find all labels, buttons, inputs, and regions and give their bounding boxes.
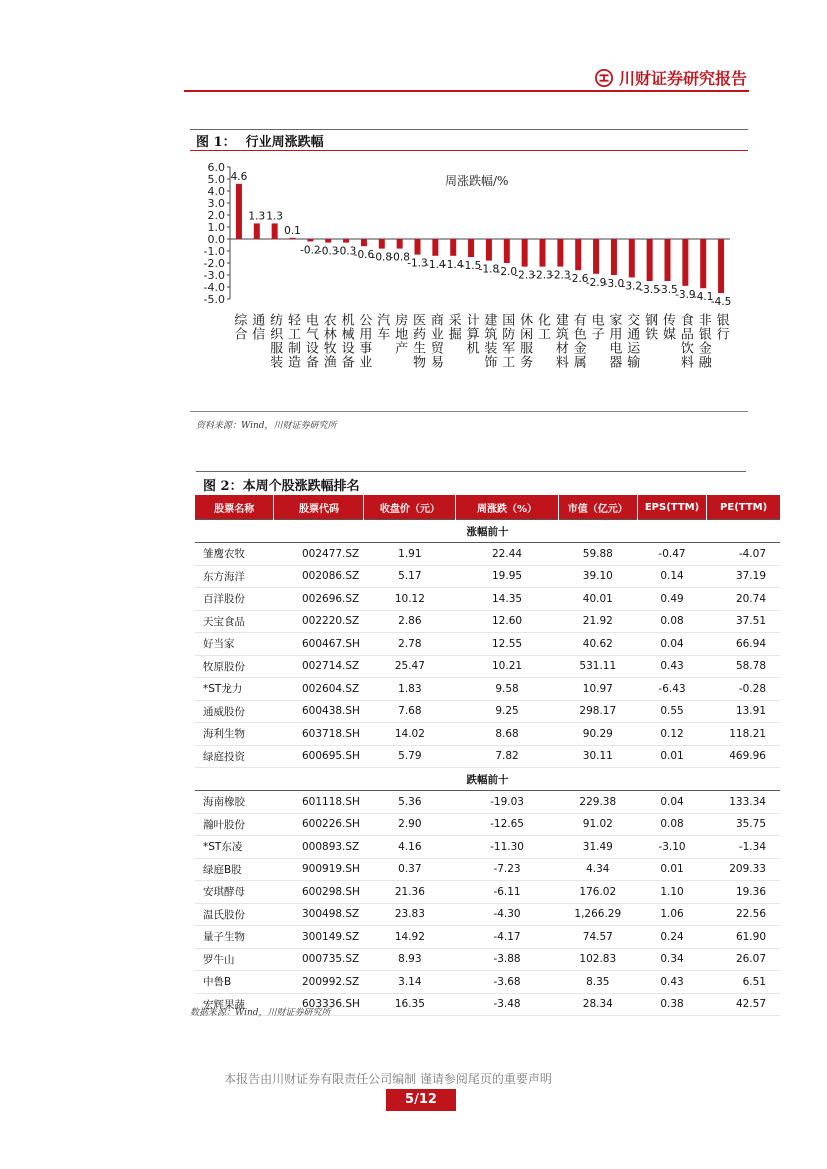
category-label: 家用电器 bbox=[606, 313, 622, 369]
y-tick-label: 1.0 bbox=[207, 221, 225, 234]
category-label: 计算机 bbox=[463, 313, 479, 355]
table-cell: -7.23 bbox=[456, 858, 559, 881]
category-label: 建筑材料 bbox=[552, 313, 568, 369]
table-cell: 东方海洋 bbox=[195, 565, 274, 588]
table-cell: -3.10 bbox=[637, 836, 706, 859]
table-cell: 900919.SH bbox=[274, 858, 364, 881]
table-cell: 10.97 bbox=[558, 678, 637, 701]
table-cell: 0.49 bbox=[637, 588, 706, 611]
figure1-source: 资料来源：Wind，川财证券研究所 bbox=[196, 421, 337, 431]
figure1-bottom-divider bbox=[190, 411, 748, 412]
table-cell: 通威股份 bbox=[195, 700, 274, 723]
table-cell: 绿庭投资 bbox=[195, 745, 274, 768]
table-cell: 0.37 bbox=[364, 858, 456, 881]
table-cell: 4.16 bbox=[364, 836, 456, 859]
table-cell: 133.34 bbox=[707, 791, 780, 814]
table-header-row bbox=[195, 495, 780, 520]
bar bbox=[647, 239, 653, 281]
bar bbox=[593, 239, 599, 274]
bar bbox=[450, 239, 456, 256]
bar-value-label: -2.6 bbox=[567, 273, 589, 286]
table-cell: -4.17 bbox=[456, 926, 559, 949]
category-label: 钢铁 bbox=[642, 313, 658, 341]
table-cell: 雏鹰农牧 bbox=[195, 543, 274, 566]
table-cell: 20.74 bbox=[707, 588, 780, 611]
table-row bbox=[195, 813, 780, 836]
figure2-top-divider bbox=[196, 471, 746, 472]
category-label: 医药生物 bbox=[410, 313, 425, 369]
bar-value-label: -0.3 bbox=[335, 245, 357, 258]
table-row bbox=[195, 926, 780, 949]
y-tick-label: -2.0 bbox=[203, 257, 225, 270]
table-cell: 0.08 bbox=[637, 813, 706, 836]
bar-value-label: -1.8 bbox=[478, 263, 500, 276]
bar bbox=[397, 239, 403, 249]
bar-value-label: 1.3 bbox=[266, 210, 283, 223]
figure1-title-text: 行业周涨跌幅 bbox=[245, 135, 324, 150]
table-cell: 1.83 bbox=[364, 678, 456, 701]
table-row bbox=[195, 723, 780, 746]
figure1-title-underline bbox=[190, 150, 748, 151]
table-cell: 26.07 bbox=[707, 948, 780, 971]
bar-value-label: -2.0 bbox=[496, 266, 518, 278]
table-cell: 600226.SH bbox=[274, 813, 364, 836]
y-tick-label: 3.0 bbox=[207, 197, 225, 210]
table-cell: 0.43 bbox=[637, 655, 706, 678]
table-header-cell: 收盘价（元） bbox=[364, 495, 456, 520]
table-cell: 209.33 bbox=[707, 858, 780, 881]
table-cell: 30.11 bbox=[558, 745, 637, 768]
figure1-number: 图 1： bbox=[196, 135, 236, 150]
bar bbox=[415, 239, 421, 255]
table-cell: 百洋股份 bbox=[195, 588, 274, 611]
table-cell: 118.21 bbox=[707, 723, 780, 746]
table-row bbox=[195, 836, 780, 859]
table-row bbox=[195, 903, 780, 926]
category-label: 化工 bbox=[535, 313, 550, 341]
bar-value-label: 1.3 bbox=[248, 210, 266, 223]
table-row bbox=[195, 881, 780, 904]
table-row bbox=[195, 858, 780, 881]
table-cell: 19.95 bbox=[456, 565, 559, 588]
table-cell: 39.10 bbox=[558, 565, 637, 588]
category-label: 汽车 bbox=[374, 313, 390, 341]
bar bbox=[325, 239, 331, 243]
table-cell: 温氏股份 bbox=[195, 903, 274, 926]
table-row bbox=[195, 700, 780, 723]
page-number: 5/12 bbox=[386, 1089, 456, 1111]
category-label: 非银金融 bbox=[695, 313, 711, 369]
bar bbox=[468, 239, 474, 257]
category-label: 休闲服务 bbox=[517, 313, 533, 369]
table-row bbox=[195, 610, 780, 633]
table-cell: 罗牛山 bbox=[195, 948, 274, 971]
table-cell: 603336.SH bbox=[274, 993, 364, 1016]
table-cell: 40.01 bbox=[558, 588, 637, 611]
table-cell: 90.29 bbox=[558, 723, 637, 746]
bar-value-label: -3.0 bbox=[603, 278, 625, 290]
table-cell: 91.02 bbox=[558, 813, 637, 836]
category-label: 商业贸易 bbox=[427, 313, 443, 369]
table-cell: 14.02 bbox=[364, 723, 456, 746]
table-cell: 9.58 bbox=[456, 678, 559, 701]
table-row bbox=[195, 633, 780, 656]
table-cell: 102.83 bbox=[558, 948, 637, 971]
table-cell: 58.78 bbox=[707, 655, 780, 678]
table-cell: 600695.SH bbox=[274, 745, 364, 768]
bar-value-label: -3.2 bbox=[621, 280, 643, 293]
table-cell: 74.57 bbox=[558, 926, 637, 949]
table-cell: 1.10 bbox=[637, 881, 706, 904]
table-cell: 2.78 bbox=[364, 633, 456, 656]
table-cell: 28.34 bbox=[558, 993, 637, 1016]
table-cell: -6.11 bbox=[456, 881, 559, 904]
table-cell: 10.12 bbox=[364, 588, 456, 611]
table-cell: -19.03 bbox=[456, 791, 559, 814]
table-cell: 0.14 bbox=[637, 565, 706, 588]
table-cell: 002086.SZ bbox=[274, 565, 364, 588]
category-label: 食品饮料 bbox=[677, 313, 693, 369]
bar bbox=[665, 239, 671, 281]
figure2-number: 图 2： bbox=[203, 479, 243, 494]
bar bbox=[236, 184, 242, 239]
bar-value-label: -3.5 bbox=[657, 284, 678, 296]
table-cell: 59.88 bbox=[558, 543, 637, 566]
stock-ranking-table bbox=[195, 495, 780, 1016]
table-row bbox=[195, 948, 780, 971]
chart-title: 周涨跌幅/% bbox=[445, 174, 509, 188]
table-cell: 12.55 bbox=[456, 633, 559, 656]
table-cell: 21.92 bbox=[558, 610, 637, 633]
table-cell: *ST东凌 bbox=[195, 836, 274, 859]
table-header-cell: 周涨跌（%） bbox=[456, 495, 559, 520]
table-cell: -6.43 bbox=[637, 678, 706, 701]
company-logo-icon bbox=[595, 69, 613, 87]
table-cell: 229.38 bbox=[558, 791, 637, 814]
bar bbox=[629, 239, 635, 277]
section-label: 涨幅前十 bbox=[195, 520, 780, 543]
bar bbox=[486, 239, 492, 261]
bar bbox=[504, 239, 510, 263]
y-tick-label: 4.0 bbox=[207, 185, 225, 198]
bar bbox=[682, 239, 688, 286]
table-cell: 601118.SH bbox=[274, 791, 364, 814]
table-cell: 31.49 bbox=[558, 836, 637, 859]
bar-value-label: -2.3 bbox=[550, 269, 571, 282]
category-label: 电气设备 bbox=[302, 313, 318, 369]
table-cell: 002477.SZ bbox=[274, 543, 364, 566]
table-cell: 002220.SZ bbox=[274, 610, 364, 633]
category-label: 纺织服装 bbox=[267, 313, 283, 369]
table-cell: 66.94 bbox=[707, 633, 780, 656]
bar-value-label: -3.5 bbox=[639, 284, 660, 296]
table-cell: *ST龙力 bbox=[195, 678, 274, 701]
category-label: 国防军工 bbox=[499, 313, 515, 369]
category-label: 通信 bbox=[249, 313, 265, 341]
bar-value-label: -0.8 bbox=[389, 251, 410, 264]
category-label: 房地产 bbox=[392, 313, 408, 355]
table-cell: 0.04 bbox=[637, 633, 706, 656]
table-cell: 176.02 bbox=[558, 881, 637, 904]
bar-value-label: -2.3 bbox=[514, 269, 535, 282]
table-cell: 0.12 bbox=[637, 723, 706, 746]
table-cell: 298.17 bbox=[558, 700, 637, 723]
bar bbox=[379, 239, 385, 249]
figure2-title bbox=[203, 475, 360, 494]
table-cell: 200992.SZ bbox=[274, 971, 364, 994]
bar-value-label: -1.3 bbox=[407, 257, 428, 270]
table-cell: 40.62 bbox=[558, 633, 637, 656]
table-cell: 8.93 bbox=[364, 948, 456, 971]
bar-value-label: -3.9 bbox=[675, 288, 696, 301]
table-cell: 5.36 bbox=[364, 791, 456, 814]
bar bbox=[540, 239, 546, 267]
table-cell: -4.30 bbox=[456, 903, 559, 926]
table-cell: 9.25 bbox=[456, 700, 559, 723]
table-cell: 531.11 bbox=[558, 655, 637, 678]
brand-text: 川财证券研究报告 bbox=[618, 69, 747, 88]
bar bbox=[272, 223, 278, 239]
table-cell: 37.19 bbox=[707, 565, 780, 588]
table-cell: 海利生物 bbox=[195, 723, 274, 746]
bar-value-label: -2.9 bbox=[585, 276, 607, 289]
category-label: 交通运输 bbox=[624, 313, 640, 369]
table-cell: 0.01 bbox=[637, 745, 706, 768]
table-cell: 000893.SZ bbox=[274, 836, 364, 859]
table-cell: 14.35 bbox=[456, 588, 559, 611]
bar-value-label: -0.3 bbox=[317, 245, 339, 258]
bar-value-label: -1.4 bbox=[425, 258, 446, 271]
table-cell: 603718.SH bbox=[274, 723, 364, 746]
category-label: 公用事业 bbox=[356, 313, 372, 369]
table-cell: -3.68 bbox=[456, 971, 559, 994]
category-label: 传媒 bbox=[660, 313, 675, 341]
y-tick-label: 2.0 bbox=[207, 209, 225, 222]
table-cell: 0.01 bbox=[637, 858, 706, 881]
table-cell: -0.47 bbox=[637, 543, 706, 566]
y-tick-label: -5.0 bbox=[203, 293, 225, 306]
table-cell: 300498.SZ bbox=[274, 903, 364, 926]
table-cell: 0.24 bbox=[637, 926, 706, 949]
table-cell: 002696.SZ bbox=[274, 588, 364, 611]
industry-weekly-change-chart bbox=[190, 155, 750, 409]
bar-value-label: -1.4 bbox=[442, 258, 464, 271]
table-cell: 14.92 bbox=[364, 926, 456, 949]
table-cell: 中鲁B bbox=[195, 971, 274, 994]
table-cell: 天宝食品 bbox=[195, 610, 274, 633]
table-cell: 5.79 bbox=[364, 745, 456, 768]
bar bbox=[432, 239, 438, 256]
table-header-cell: PE(TTM) bbox=[707, 495, 780, 520]
table-row bbox=[195, 745, 780, 768]
category-label: 采掘 bbox=[445, 313, 461, 341]
table-cell: 8.68 bbox=[456, 723, 559, 746]
table-cell: 1,266.29 bbox=[558, 903, 637, 926]
bar bbox=[343, 239, 349, 243]
bar-value-label: -0.8 bbox=[371, 251, 393, 264]
table-cell: 0.34 bbox=[637, 948, 706, 971]
table-cell: -1.34 bbox=[707, 836, 780, 859]
table-header-cell: EPS(TTM) bbox=[637, 495, 706, 520]
table-cell: -12.65 bbox=[456, 813, 559, 836]
bar-value-label: 4.6 bbox=[230, 170, 248, 183]
bar bbox=[611, 239, 617, 275]
bar bbox=[700, 239, 706, 288]
report-brand bbox=[595, 66, 747, 89]
figure2-source: 数据来源：Wind，川财证券研究所 bbox=[190, 1008, 331, 1018]
bar bbox=[718, 239, 724, 293]
bar bbox=[307, 239, 313, 241]
table-cell: 000735.SZ bbox=[274, 948, 364, 971]
table-cell: 7.68 bbox=[364, 700, 456, 723]
table-cell: 002714.SZ bbox=[274, 655, 364, 678]
bar bbox=[290, 238, 296, 239]
footer-disclaimer: 本报告由川财证券有限责任公司编制 谨请参阅尾页的重要声明 bbox=[224, 1072, 552, 1086]
y-tick-label: 6.0 bbox=[207, 161, 225, 174]
table-cell: 4.34 bbox=[558, 858, 637, 881]
table-cell: 600438.SH bbox=[274, 700, 364, 723]
bar bbox=[254, 223, 260, 239]
table-cell: 8.35 bbox=[558, 971, 637, 994]
table-cell: 0.43 bbox=[637, 971, 706, 994]
figure1-title bbox=[196, 131, 324, 150]
table-cell: 300149.SZ bbox=[274, 926, 364, 949]
table-cell: 22.56 bbox=[707, 903, 780, 926]
table-row bbox=[195, 565, 780, 588]
table-cell: 002604.SZ bbox=[274, 678, 364, 701]
table-cell: 2.90 bbox=[364, 813, 456, 836]
table-row bbox=[195, 678, 780, 701]
header-divider bbox=[184, 90, 749, 92]
table-cell: 61.90 bbox=[707, 926, 780, 949]
table-cell: -0.28 bbox=[707, 678, 780, 701]
table-cell: 25.47 bbox=[364, 655, 456, 678]
bar-value-label: -0.2 bbox=[300, 244, 321, 257]
table-cell: 23.83 bbox=[364, 903, 456, 926]
bar bbox=[575, 239, 581, 270]
y-tick-label: 5.0 bbox=[207, 173, 225, 186]
category-label: 电子 bbox=[588, 313, 604, 341]
bar-value-label: -0.6 bbox=[353, 249, 375, 262]
category-label: 有色金属 bbox=[570, 313, 586, 369]
table-row bbox=[195, 543, 780, 566]
figure1-top-divider bbox=[190, 129, 748, 130]
table-cell: 好当家 bbox=[195, 633, 274, 656]
y-tick-label: 0.0 bbox=[207, 233, 225, 246]
table-row bbox=[195, 588, 780, 611]
table-cell: 海南橡胶 bbox=[195, 791, 274, 814]
table-cell: 1.91 bbox=[364, 543, 456, 566]
category-label: 银行 bbox=[713, 313, 729, 341]
table-header-cell: 市值（亿元） bbox=[558, 495, 637, 520]
y-tick-label: -4.0 bbox=[203, 281, 225, 294]
table-row bbox=[195, 791, 780, 814]
bar bbox=[557, 239, 563, 267]
table-cell: 600298.SH bbox=[274, 881, 364, 904]
bar bbox=[361, 239, 367, 246]
table-cell: 600467.SH bbox=[274, 633, 364, 656]
table-section-row bbox=[195, 768, 780, 791]
category-label: 建筑装饰 bbox=[481, 313, 497, 369]
category-label: 机械设备 bbox=[338, 313, 354, 369]
bar-value-label: 0.1 bbox=[284, 224, 301, 237]
table-cell: 宏辉果蔬 bbox=[195, 993, 274, 1016]
table-cell: 7.82 bbox=[456, 745, 559, 768]
table-cell: 22.44 bbox=[456, 543, 559, 566]
table-cell: 2.86 bbox=[364, 610, 456, 633]
table-cell: 5.17 bbox=[364, 565, 456, 588]
table-cell: 469.96 bbox=[707, 745, 780, 768]
figure2-title-text: 本周个股涨跌幅排名 bbox=[242, 479, 360, 494]
table-header-cell: 股票代码 bbox=[274, 495, 364, 520]
table-cell: 1.06 bbox=[637, 903, 706, 926]
table-row bbox=[195, 971, 780, 994]
table-section-row bbox=[195, 520, 780, 543]
table-cell: 21.36 bbox=[364, 881, 456, 904]
section-label: 跌幅前十 bbox=[195, 768, 780, 791]
table-cell: 37.51 bbox=[707, 610, 780, 633]
bar bbox=[522, 239, 528, 267]
table-cell: 13.91 bbox=[707, 700, 780, 723]
table-cell: 16.35 bbox=[364, 993, 456, 1016]
category-label: 农林牧渔 bbox=[320, 313, 336, 369]
bar-value-label: -2.3 bbox=[532, 269, 553, 282]
table-cell: 6.51 bbox=[707, 971, 780, 994]
bar-value-label: -4.1 bbox=[692, 291, 714, 304]
table-header-cell: 股票名称 bbox=[195, 495, 274, 520]
table-cell: 0.08 bbox=[637, 610, 706, 633]
table-cell: 瀚叶股份 bbox=[195, 813, 274, 836]
table-cell: 35.75 bbox=[707, 813, 780, 836]
table-cell: 12.60 bbox=[456, 610, 559, 633]
bar-value-label: -1.5 bbox=[460, 260, 482, 272]
table-cell: 安琪酵母 bbox=[195, 881, 274, 904]
table-cell: 量子生物 bbox=[195, 926, 274, 949]
table-cell: -3.88 bbox=[456, 948, 559, 971]
table-cell: 42.57 bbox=[707, 993, 780, 1016]
table-cell: 0.04 bbox=[637, 791, 706, 814]
table-cell: 10.21 bbox=[456, 655, 559, 678]
y-tick-label: -1.0 bbox=[203, 245, 225, 258]
category-label: 综合 bbox=[231, 313, 247, 341]
table-cell: 19.36 bbox=[707, 881, 780, 904]
table-cell: -11.30 bbox=[456, 836, 559, 859]
y-tick-label: -3.0 bbox=[203, 269, 225, 282]
table-cell: 0.38 bbox=[637, 993, 706, 1016]
category-label: 轻工制造 bbox=[285, 313, 300, 369]
table-cell: 0.55 bbox=[637, 700, 706, 723]
table-cell: -3.48 bbox=[456, 993, 559, 1016]
table-cell: -4.07 bbox=[707, 543, 780, 566]
table-cell: 牧原股份 bbox=[195, 655, 274, 678]
table-row bbox=[195, 655, 780, 678]
bar-value-label: -4.5 bbox=[710, 296, 732, 308]
table-cell: 3.14 bbox=[364, 971, 456, 994]
table-cell: 绿庭B股 bbox=[195, 858, 274, 881]
